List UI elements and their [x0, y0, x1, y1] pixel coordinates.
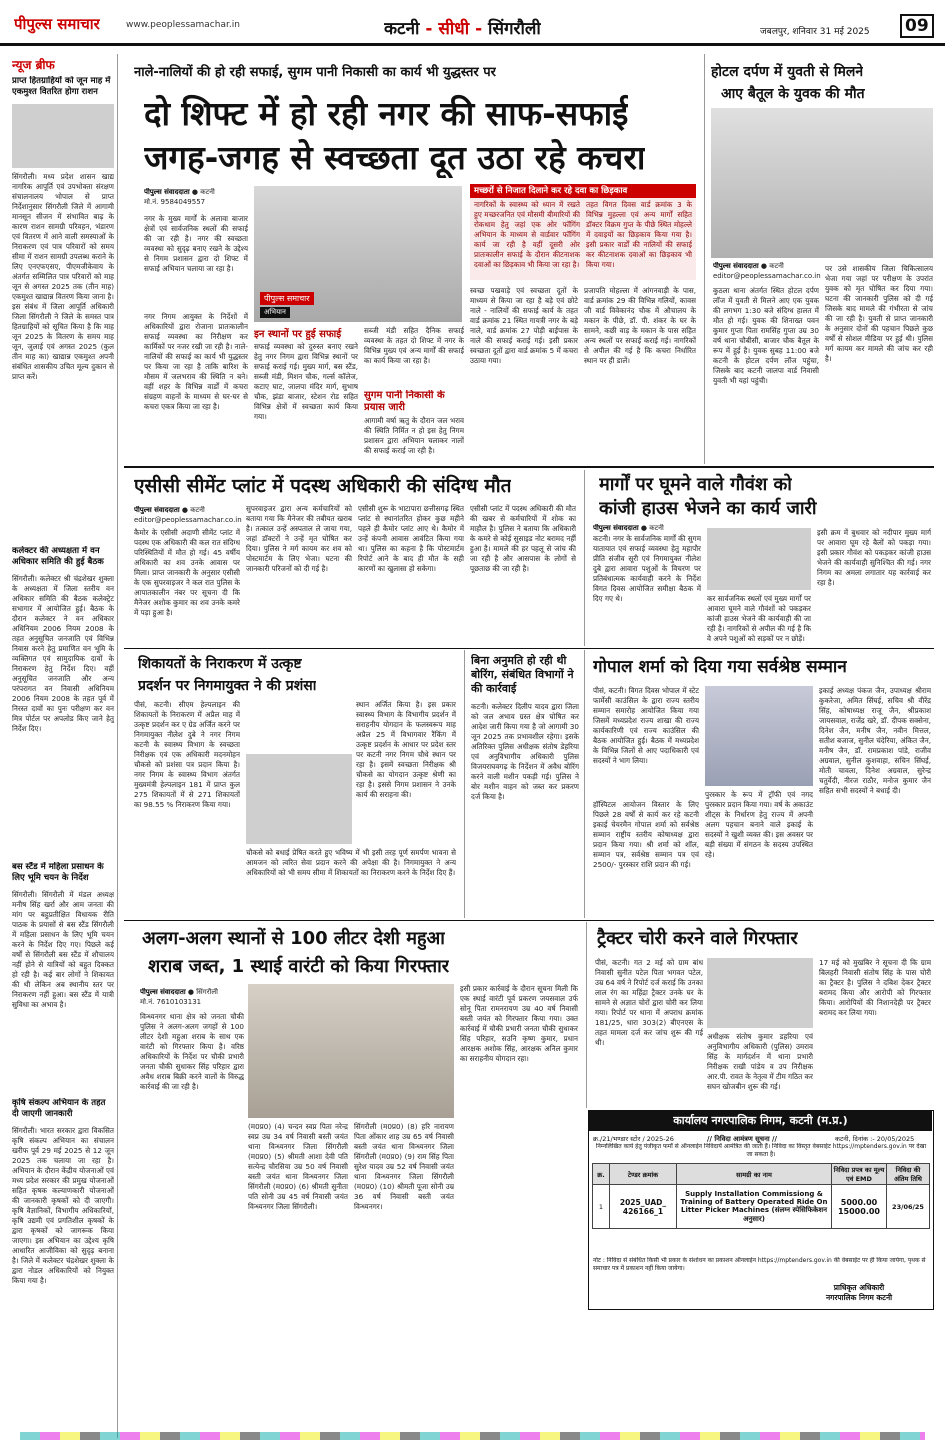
liquor-headline-2: शराब जब्त, 1 स्थाई वारंटी को किया गिरफ्तार — [148, 956, 450, 977]
gopal-story — [584, 650, 934, 918]
tender-signatory — [789, 1283, 929, 1303]
lead-mobile: मो.नं. 9584049557 — [144, 198, 206, 206]
brief-body-4: सिंगरौली। भारत सरकार द्वारा विकसित कृषि संकल्प अभियान का संचालन खरीफ पूर्व 29 मई 2025 से 12 जून 2025 तक चलाया जा रहा है। अभियान के दौरान केंद्रीय योजनाओं एवं मध्य प्रदेश सरकार की प्रमुख योजनाओं सहित कृषक कल्याणकारी योजनाओं की जानकारी कृषकों को दी जाएगी। कृषि वैज्ञानिकों, विभागीय अधिकारियों, कृषि उद्यमी एवं प्रगतिशील कृषकों के द्वारा कृषकों को जागरूक किया जाएगा। इस अभियान का उद्देश्य कृषि आधारित आजीविका को सुदृढ़ बनाना है। जिले में कलेक्टर चंद्रशेखर शुक्ला के द्वारा नोडल अधिकारियों को नियुक्त किया गया है। — [12, 1126, 114, 1285]
gopal-col1: पीसं, कटनी। विगत दिवस भोपाल में स्टेट फार्मेसी काउंसिल के द्वारा राज्य स्तरीय सम्मान समारोह आयोजित किया गया जिसमें मध्यप्रदेश राज्य शाखा की राज्य कार्यकारिणी एवं राज्य काउंसिल की बैठक आयोजित हुई। बैठक में मध्यप्रदेश के विभिन्न जिलों से आए पदाधिकारी एवं सदस्यों ने भाग लिया। — [593, 686, 699, 765]
tractor-headline: ट्रैक्टर चोरी करने वाले गिरफ्तार — [597, 928, 798, 949]
lead-headline-1: दो शिफ्ट में हो रही नगर की साफ-सफाई — [144, 94, 629, 133]
hotel-photo — [711, 108, 933, 258]
praise-col2: स्थान अर्जित किया है। इस प्रकार स्वास्थ्य विभाग के विभागीय प्रदर्शन में सराहनीय योगदान के फलस्वरूप माह अप्रैल 25 में विभागवार रैंकिंग में उत्कृष्ट प्रदर्शन के आधार पर प्रदेश स्तर पर कटनी नगर निगम चौथे स्थान पर रहा है। इसमें स्वच्छता निरीक्षक श्री चौकसे का योगदान उत्कृष्ट श्रेणी का रहा है। इससे निगम प्रशासन ने उनके कार्य की सराहना की। — [356, 700, 456, 799]
acc-col2: सुपरवाइजर द्वारा अन्य कर्मचारियों को बताया गया कि मैनेजर की तबीयत खराब है। तत्काल उन्हें अस्पताल ले जाया गया, जहां डॉक्टरों ने उन्हें मृत घोषित कर दिया। पुलिस ने मर्ग कायम कर शव को पोस्टमार्टम के लिए भेजा। घटना की जानकारी परिजनों को दी गई है। — [246, 504, 352, 573]
lead-sub-2: सुगम पानी निकासी के प्रयास जारी — [364, 390, 445, 413]
lead-kicker: नाले-नालियों की हो रही सफाई, सुगम पानी निकासी का कार्य भी युद्धस्तर पर — [134, 65, 496, 80]
tractor-story — [586, 922, 934, 1108]
boring-story — [464, 650, 580, 918]
news-brief-label: न्यूज ब्रीफ — [12, 58, 55, 72]
cattle-col2: कर सार्वजनिक स्थलों एवं मुख्य मार्गों पर आवारा घूमने वाले गौवंशों को पकड़कर कांजी हाउस भेजने की कार्यवाही की जा रही है। नागरिकों से अपील की गई है कि वे अपने पशुओं को सड़कों पर न छोड़ें। — [707, 594, 811, 643]
praise-headline-1: शिकायतों के निराकरण में उत्कृष्ट — [138, 656, 302, 672]
liquor-byline-place: सिंगरौली — [196, 988, 218, 996]
brief-title-4: कृषि संकल्प अभियान के तहत दी जाएगी जानकारी — [12, 1098, 106, 1119]
tender-table — [592, 1163, 930, 1229]
praise-photo — [246, 754, 352, 844]
tender-signatory-title: प्राधिकृत अधिकारी — [833, 1283, 885, 1292]
liquor-col3: सिंगरौली (म0प्र0) (8) हरि नारायण पिता ओंकार शाह उम्र 65 वर्ष निवासी बस्ती जयंत थाना विन्ध्यनगर जिला सिंगरौली (म0प्र0) (9) राम सिंह पिता सुरेश यादव उम्र 52 वर्ष निवासी जयंत थाना विन्ध्यनगर जिला सिंगरौली (म0प्र0) (10) श्रीमती पूजा सोनी उम्र 36 वर्ष निवासी बस्ती जयंत विन्ध्यनगर। — [354, 1122, 454, 1211]
tender-fee-emd — [832, 1185, 887, 1229]
tender-item: Supply Installation Commissiong & Training of Battery Operated Ride On Litter Picker Machines (संलग्न स्पेसिफिकेशन अनुसार) — [677, 1185, 832, 1229]
brief-body-2: सिंगरौली। कलेक्टर श्री चंद्रशेखर शुक्ला के अध्यक्षता में जिला स्तरीय वन अधिकार समिति की बैठक कलेक्ट्रेट सभागार में आयोजित हुई। बैठक के दौरान कलेक्टर ने वन अधिकार अधिनियम 2006 नियम 2008 के तहत अनुसूचित जनजाति एवं विभिन्न निवास करने हेतु प्रमाणित वन भूमि के व्यक्तिगत एवं सामुदायिक दावों के निराकरण हेतु निर्देश दिए। वहीं अनुसूचित जनजाति और अन्य परंपरागत वन निवासी अधिनियम 2006 नियम 2008 के तहत पूर्व में निरस्त दावों का पुनः परीक्षण कर वन मित्र पोर्टल पर अपलोड किए जाने हेतु निर्देश दिए। — [12, 574, 114, 733]
liquor-photo — [248, 984, 454, 1118]
tender-col-header: टेण्डर क्रमांक — [610, 1164, 677, 1185]
acc-col3: एसीसी शुरू के भाटापारा छत्तीसगढ़ स्थित प्लांट से स्थानांतरित होकर कुछ महीने पहले ही कैमोर प्लांट आए थे। कैमोर में उन्हें कंपनी आवास आवंटित किया गया था। पुलिस का कहना है कि पोस्टमार्टम रिपोर्ट आने के बाद ही मौत के सही कारणों का खुलासा हो सकेगा। — [358, 504, 464, 573]
praise-story — [124, 650, 460, 918]
praise-headline-2: प्रदर्शन पर निगमायुक्त ने की प्रशंसा — [138, 678, 317, 694]
lead-photo-tag — [260, 292, 314, 305]
dateline: जबलपुर, शनिवार 31 मई 2025 — [760, 27, 870, 37]
site-url: www.peoplessamachar.in — [126, 20, 240, 30]
praise-col1: पीसं, कटनी। सीएम हेल्पलाइन की शिकायतों के निराकरण में अप्रैल माह में उत्कृष्ट प्रदर्शन कर ए ग्रेड अर्जित करने पर निगमायुक्त नीलेश दुबे ने नगर निगम कटनी के स्वास्थ्य विभाग के स्वच्छता निरीक्षक एवं एक अधिकारी मदनमोहन चौकसे को प्रशंसा पत्र प्रदान किया है। नगर निगम के स्वास्थ्य विभाग अंतर्गत मुख्यमंत्री हेल्पलाइन 181 में प्राप्त कुल 275 शिकायतों में से 271 शिकायतों का 98.55 % निराकरण किया गया। — [134, 700, 240, 809]
acc-byline: पीपुल्स संवाददाता ● कटनी — [134, 506, 205, 514]
acc-col4: एसीसी प्लांट में पदस्थ अधिकारी की मौत की खबर से कर्मचारियों में शोक का माहौल है। पुलिस ने बताया कि अधिकारी के कमरे से कोई सुसाइड नोट बरामद नहीं हुआ है। मामले की हर पहलू से जांच की जा रही है और आसपास के लोगों से पूछताछ की जा रही है। — [470, 504, 576, 573]
cattle-story — [584, 470, 934, 646]
lead-col5: प्रजापति मोहल्ला में आंगनवाड़ी के पास, वार्ड क्रमांक 29 की विभिन्न गलियों, कावस जी वार्ड विवेकानंद चौक में औचालय के मकान के पीछे, डॉ. पी. शंकर के घर के सामने, कछी वाड़ के मकान के पास सहित अन्य स्थलों पर सफाई कराई गई। नागरिकों से अपील की गई है कि कचरा निर्धारित स्थान पर ही डालें। — [584, 286, 696, 365]
hotel-col1: कुठला थाना अंतर्गत स्थित होटल दर्पण लॉज में युवती से मिलने आए एक युवक की लगभग 1:30 बजे संदिग्ध हालत में मौत हो गई। युवक की शिनाख्त पवन कुमार गुप्ता पिता रामसिंह गुप्ता उम्र 30 वर्ष थाना चौबीसी, बाजार चौक बैतूल के रूप में हुई है। युवक सुबह 11:00 बजे कटनी के होटल दर्पण लॉज पहुंचा, जिसके बाद कटनी जालपा वार्ड निवासी युवती भी यहां पहुंची। — [713, 286, 819, 385]
lead-inset-left: नागरिकों के स्वास्थ्य को ध्यान में रखते हुए मच्छरजनित एवं मौसमी बीमारियों की रोकथाम हेतु जहां एक ओर फॉगिंग अभियान के माध्यम से वार्डवार फॉगिंग कार्य जा रही है वहीं दूसरी ओर प्रातःकालीन सफाई के दौरान कीटनाशक दवाओं का छिड़काव भी किया जा रहा है। — [474, 200, 580, 269]
lead-col4: स्वच्छ पखवाड़े एवं स्वच्छता दूतों के माध्यम से किया जा रहा है बड़े एवं छोटे नाले - नालियों की सफाई कार्य के तहत वार्ड क्रमांक 21 स्थित गायत्री नगर के बड़े नाले, वार्ड क्रमांक 27 पोड़ी बाईपास के नाले की सफाई कराई गई। इसी प्रकार स्वच्छता दूतों द्वारा वार्ड क्रमांक 5 में कचरा उठाया गया। — [470, 286, 578, 365]
boring-headline: बिना अनुमति हो रही थी बोरिंग, संबंधित विभागों ने की कार्रवाई — [471, 654, 574, 695]
hotel-story — [704, 54, 934, 464]
liquor-col2: (म0प्र0) (4) चन्दन स्वप्न पिता नरेन्द्र स्वप्न उम्र 34 वर्ष निवासी बस्ती जयंत थाना विन्ध्यनगर जिला सिंगरौली (म0प्र0) (5) श्रीमती आशा देवी पति सत्येन्द्र चौरसिया उम्र 50 वर्ष निवासी बस्ती जयंत थाना विन्ध्यनगर जिला सिंगरौली (म0प्र0) (6) श्रीमती सुनीता पति सोनी उम्र 45 वर्ष निवासी जयंत विन्ध्यनगर जिला सिंगरौली। — [248, 1122, 348, 1211]
hotel-email: editor@peoplessamachar.co.in — [713, 272, 821, 280]
hotel-byline: पीपुल्स संवाददाता ● कटनी — [713, 262, 784, 270]
lead-inset-head: मच्छरों से निजात दिलाने कर रहे दवा का छिड़काव — [470, 184, 696, 198]
tender-col-header: सामग्री का नाम — [677, 1164, 832, 1185]
cattle-col3: इसी क्रम में बुधवार को नदीपार मुख्य मार्ग पर आवारा घूम रहे बैलों को पकड़ा गया। इसी प्रकार गौवंश को पकड़कर कांजी हाउस भेजने की कार्यवाही सुनिश्चित की गई। नगर निगम का अमला लगातार यह कार्रवाई कर रहा है। — [817, 528, 931, 587]
liquor-story — [124, 922, 582, 1438]
registration-strip — [20, 1432, 925, 1440]
cattle-byline-name: पीपुल्स संवाददाता — [593, 524, 639, 532]
cattle-byline: पीपुल्स संवाददाता ● कटनी — [593, 524, 664, 532]
lead-col1: नगर के मुख्य मार्गों के अलावा बाजार क्षेत्रों एवं सार्वजनिक स्थलों की सफाई की जा रही है। नगर की स्वच्छता व्यवस्था को सुदृढ़ बनाए रखने के उद्देश्य से निगम प्रशासन द्वारा दो शिफ्ट में सफाई अभियान चलाया जा रहा है। — [144, 214, 248, 273]
brief-body-1: सिंगरौली। मध्य प्रदेश शासन खाद्य नागरिक आपूर्ति एवं उपभोक्ता संरक्षण संचालनालय भोपाल से प्राप्त निर्देशानुसार सिंगरौली जिले में आगामी मानसून सीजन में संभावित बाढ़ के कारण राशन सामग्री परिवहन, भंडारण एवं वितरण में आने वाली समस्याओं के निराकरण एवं पात्र परिवारों को समय सीमा में राशन सामग्री उपलब्ध कराने के लिए एनएफएसए, पीएमजीकेवाय के अंतर्गत सम्मिलित पात्र परिवारों को माह जून से अगस्त 2025 तक (तीन माह) एकमुश्त खाद्यान्न वितरण किया जाना है। इस संबंध में जिला आपूर्ति अधिकारी जिला सिंगरौली ने जिले के समस्त पात्र हितग्राहियों को सूचित किया है कि माह जून 2025 के वितरण के समय माह जून, जुलाई एवं अगस्त 2025 (कुल तीन माह का) खाद्यान्न एकमुश्त अपनी संबंधित शासकीय उचित मूल्य दुकान से प्राप्त करें। — [12, 172, 114, 381]
tractor-caption: अधीक्षक संतोष कुमार डहरिया एवं अनुविभागीय अधिकारी (पुलिस) उमराव सिंह के मार्गदर्शन में थाना प्रभारी निरीक्षक राखी पांडेय व उप निरीक्षक आर.पी. रावत के नेतृत्व में टीम गठित कर सघन खोजबीन शुरू की गई। — [707, 1032, 813, 1091]
page-number: 09 — [900, 14, 934, 38]
cattle-headline-2: कांजी हाउस भेजने का कार्य जारी — [599, 498, 817, 519]
divider — [124, 466, 934, 468]
tender-signatory-office: नगरपालिक निगम कटनी — [825, 1293, 893, 1302]
lead-col3: सब्जी मंडी सहित दैनिक सफाई व्यवस्था के तहत दो शिफ्ट में नगर के विभिन्न मुख्य एवं अन्य मार्गों की सफाई का कार्य किया जा रहा है। — [364, 326, 464, 365]
section-singrauli: सिंगरौली — [488, 19, 541, 39]
gopal-headline: गोपाल शर्मा को दिया गया सर्वश्रेष्ठ सम्मान — [593, 657, 847, 677]
cattle-col1: कटनी। नगर के सार्वजनिक मार्गों की सुगम यातायात एवं सफाई व्यवस्था हेतु महापौर प्रीति संजीव सूरी एवं निगमायुक्त नीलेश दुबे द्वारा आवारा पशुओं के विचरण पर प्रतिबंधात्मक कार्यवाही करने के निर्देश विगत दिवस आयोजित समीक्षा बैठक में दिए गए थे। — [593, 534, 701, 603]
liquor-mobile: मो.नं. 7610103131 — [140, 998, 202, 1006]
divider — [124, 920, 934, 921]
acc-story — [124, 470, 580, 646]
tractor-photo — [707, 958, 813, 1028]
tractor-col1: पीसं, कटनी। गत 2 मई को ग्राम बांध निवासी सुनीत पटेल पिता भगवत पटेल, उम्र 64 वर्ष ने रिपोर्ट दर्ज कराई कि उनका लाल रंग का महिंद्रा ट्रैक्टर उनके घर के सामने से अज्ञात चोरों द्वारा चोरी कर लिया गया। रिपोर्ट पर थाना में अपराध क्रमांक 181/25, धारा 303(2) बीएनएस के तहत मामला दर्ज कर जांच शुरू की गई थी। — [595, 958, 703, 1047]
hotel-col2: पर उसे शासकीय जिला चिकित्सालय भेजा गया जहां पर परीक्षण के उपरांत युवक को मृत घोषित कर दिया गया। घटना की जानकारी पुलिस को दी गई जिसके बाद मामले की गंभीरता से जांच की जा रही है। युवती से प्राप्त जानकारी के अनुसार दोनों की पहचान पिछले कुछ वर्षों से सोशल मीडिया पर हुई थी। पुलिस मर्ग कायम कर मामले की जांच कर रही है। — [825, 264, 933, 363]
lead-inset-right: तहत विगत दिवस वार्ड क्रमांक 3 के विभिन्न मुहल्ला एवं अन्य मार्गों सहित डॉक्टर विक्रम गुप्त के पीछे स्थित मोहल्ले में दवाइयों का छिड़काव किया गया है। इसी प्रकार वार्डों की नालियों की सफाई कर कीटनाशक दवाओं का छिड़काव भी किया गया। — [586, 200, 692, 269]
hotel-byline-place: कटनी — [769, 262, 784, 270]
lead-photo — [254, 186, 462, 322]
liquor-byline: पीपुल्स संवाददाता ● सिंगरौली — [140, 988, 218, 996]
boring-col1: कटनी। कलेक्टर दिलीप यादव द्वारा जिला को जल अभाव ग्रस्त क्षेत्र घोषित कर आदेश जारी किया गया है जो आगामी 30 जून 2025 तक प्रभावशील रहेगा। इसके अतिरिक्त पुलिस अधीक्षक संतोष डेहरिया एवं अनुविभागीय अधिकारी पुलिस विजयराघवगढ़ के निर्देशन में अवैध बोरिंग करने वाली मशीन पकड़ी गई। पुलिस ने बोर मशीन वाहन को जब्त कर प्रकरण दर्ज किया है। — [471, 702, 579, 801]
brief-title-3: बस स्टैंड में महिला प्रसाधन के लिए भूमि चयन के निर्देश — [12, 862, 104, 883]
lead-col3b: आगामी वर्षा ऋतु के दौरान जल भराव की स्थिति निर्मित न हो इस हेतु निगम प्रशासन द्वारा अभियान चलाकर नालों की सफाई कराई जा रही है। — [364, 416, 464, 455]
divider — [124, 648, 934, 649]
section-tags: कटनी - सीधी - सिंगरौली — [384, 19, 541, 39]
liquor-col1: विन्ध्यनगर थाना क्षेत्र को जनता चौकी पुलिस ने अलग-अलग जगहों से 100 लीटर देशी महुआ शराब के साथ एक वारंटी को गिरफ्तार किया है। वरिष्ठ अधिकारियों के निर्देश पर चौकी प्रभारी जनता चौकी सुधाकर सिंह परिहार द्वारा अवैध शराब बिक्री करने वालों के विरुद्ध कार्रवाई की जा रही है। — [140, 1012, 244, 1091]
tender-last-date: 23/06/25 — [887, 1185, 930, 1229]
brief-photo-1 — [12, 104, 114, 168]
praise-col3: चौकसे को बधाई प्रेषित करते हुए भविष्य में भी इसी तरह पूर्ण समर्पण भावना से आमजन को त्वरित सेवा प्रदान करने की अपेक्षा की है। निगमायुक्त ने अन्य अधिकारियों को भी समय सीमा में शिकायतों का निराकरण करने के निर्देश दिए हैं। — [246, 848, 456, 877]
lead-sub-1: इन स्थानों पर हुई सफाई — [254, 329, 342, 340]
acc-col1: कैमोर के एसीसी अदाणी सीमेंट प्लांट में पदस्थ एक अधिकारी की कल रात संदिग्ध परिस्थितियों में मौत हो गई। 45 वर्षीय अधिकारी का शव उनके आवास पर मिला। प्राप्त जानकारी के अनुसार एसीसी के एक सुपरवाइजर ने कल रात पुलिस के आपातकालीन नंबर पर सूचना दी कि मैनेजर अशोक कुमार का शव उनके कमरे में पड़ा हुआ है। — [134, 528, 240, 617]
tender-note: नोट : निविदा से संबंधित किसी भी प्रकार के संशोधन का प्रकाशन ऑनलाईन https://mptenders.gov.in की वेबसाईट पर ही किया जायेगा, पृथक से समाचार पत्र में प्रकाशन नहीं किया जायेगा। — [593, 1257, 926, 1272]
tender-sno: 1 — [593, 1185, 610, 1229]
lead-story — [124, 54, 698, 464]
lead-byline: पीपुल्स संवाददाता ● कटनी — [144, 188, 215, 196]
tender-date: कटनी, दिनांक :- 20/05/2025 — [835, 1135, 915, 1143]
brief-body-3: सिंगरौली। सिंगरौली में मंडल अध्यक्ष मनीष सिंह खर्रा और आम जनता की मांग पर बहुप्रतीक्षित विधायक रीति पाठक के प्रयासों से बस स्टैंड सिंगरौली में महिला प्रसाधन के लिए भूमि चयन करने के निर्देश दिए गए। पिछले कई वर्षों से सिंगरौली बस स्टैंड में शौचालय नहीं होने से यात्रियों को बहुत दिक्कत हो रही है। कई बार लोगों ने शिकायत की थी लेकिन अब स्थानीय स्तर पर निराकरण नहीं हुआ। बस स्टैंड में यात्री सुविधा का अभाव है। — [12, 890, 114, 1009]
lead-col2: सफाई व्यवस्था को दुरुस्त बनाए रखने हेतु नगर निगम द्वारा विभिन्न स्थानों पर सफाई कराई गई। मुख्य मार्ग, बस स्टैंड, सब्जी मंडी, मिशन चौक, गर्ल्स कॉलेज, कटाए घाट, जालपा मंदिर मार्ग, सुभाष चौक, झंडा बाजार, स्टेशन रोड सहित विभिन्न क्षेत्रों में स्वच्छता कार्य किया गया। — [254, 342, 358, 421]
tender-col-header: निविदा प्रपत्र का मूल्य एवं EMD — [832, 1164, 887, 1185]
news-brief-column — [12, 54, 118, 1438]
lead-inset — [470, 184, 696, 280]
lead-photo-campaign: अभियान — [260, 307, 290, 318]
gopal-photo — [705, 686, 813, 786]
brief-title-2: कलेक्टर की अध्यक्षता में वन अधिकार समिति की हुई बैठक — [12, 546, 104, 567]
lead-col1b: नगर निगम आयुक्त के निर्देशों में अधिकारियों द्वारा रोजाना प्रातःकालीन सफाई व्यवस्था का निरीक्षण कर कार्मिकों पर नजर रखी जा रही है। नाले-नालियों की सफाई का कार्य भी युद्धस्तर पर किया जा रहा है ताकि बारिश के मौसम में जलभराव की स्थिति न बने। वहीं शहर के विभिन्न वार्डों में कचरा संग्रहण वाहनों के माध्यम से घर-घर से कचरा एकत्र किया जा रहा है। — [144, 312, 248, 411]
liquor-headline-1: अलग-अलग स्थानों से 100 लीटर देशी महुआ — [142, 928, 445, 949]
tender-intro: निम्नलिखित कार्य हेतु पंजीकृत फर्मों से ऑनलाईन निविदायें आमंत्रित की जाती हैं। निविदा का विस्तृत वेबसाईट https://mptenders.gov.in पर देखा जा सकता है। — [595, 1143, 927, 1158]
tractor-col2: 17 मई को मुखबिर ने सूचना दी कि ग्राम बिलहरी निवासी संतोष सिंह के पास चोरी का ट्रैक्टर है। पुलिस ने दबिश देकर ट्रैक्टर बरामद किया और आरोपी को गिरफ्तार किया। आरोपियों की निशानदेही पर ट्रैक्टर बरामद कर लिया गया। — [819, 958, 931, 1017]
lead-byline-place: कटनी — [200, 188, 215, 196]
tender-id: 2025_UAD_ 426166_1 — [610, 1185, 677, 1229]
section-katni: कटनी — [384, 19, 420, 39]
masthead — [0, 0, 945, 46]
tender-col-header: क्र. — [593, 1164, 610, 1185]
acc-email: editor@peoplessamachar.co.in — [134, 516, 242, 524]
hotel-byline-name: पीपुल्स संवाददाता — [713, 262, 759, 270]
tender-notice-type: // निविदा आमंत्रण सूचना // — [707, 1135, 777, 1143]
acc-headline: एसीसी सीमेंट प्लांट में पदस्थ अधिकारी की संदिग्ध मौत — [134, 475, 512, 497]
tender-emd: 15000.00 — [837, 1206, 880, 1216]
acc-byline-name: पीपुल्स संवाददाता — [134, 506, 180, 514]
hotel-headline-2: आए बैतूल के युवक की मौत — [721, 86, 865, 102]
hotel-headline-1: होटल दर्पण में युवती से मिलने — [711, 64, 864, 80]
liquor-col4: इसी प्रकार कार्रवाई के दौरान सूचना मिली कि एक स्थाई वारंटी पूर्व प्रकरण जयसवाल उर्फ सोनू पिता रामनरायण उम्र 40 वर्ष निवासी बस्ती जयंत को गिरफ्तार किया गया। उक्त कार्रवाई में चौकी प्रभारी जनता चौकी सुधाकर सिंह परिहार, सउनि कृष्ण कुमार, प्रधान आरक्षक अशोक सिंह, आरक्षक अनिल कुमार का सराहनीय योगदान रहा। — [460, 984, 578, 1063]
liquor-byline-name: पीपुल्स संवाददाता — [140, 988, 186, 996]
acc-byline-place: कटनी — [190, 506, 205, 514]
lead-headline-2: जगह-जगह से स्वच्छता दूत उठा रहे कचरा — [144, 138, 646, 177]
tender-notice — [588, 1110, 934, 1310]
cattle-byline-place: कटनी — [649, 524, 664, 532]
brand-logo: पीपुल्स समाचार — [14, 15, 100, 33]
tender-title: कार्यालय नगरपालिक निगम, कटनी (म.प्र.) — [589, 1111, 932, 1131]
tender-fee: 5000.00 — [840, 1197, 878, 1207]
lead-byline-name: पीपुल्स संवाददाता — [144, 188, 190, 196]
section-sidhi: सीधी — [438, 19, 470, 39]
gopal-col2: हॉस्पिटल आयोजन विस्तार के लिए पिछले 28 वर्षों से कार्य कर रहे कटनी इकाई चेयरमैन गोपाल शर्मा को सर्वश्रेष्ठ सम्मान राष्ट्रीय स्तरीय कोषाध्यक्ष द्वारा प्रदान किया गया। श्री शर्मा को शॉल, सम्मान पत्र, सर्वश्रेष्ठ सम्मान पत्र एवं 2500/- पुरस्कार राशि प्रदान की गई। — [593, 800, 699, 869]
tender-col-header: निविदा की अंतिम तिथि — [887, 1164, 930, 1185]
gopal-col4: इकाई अध्यक्ष पंकज जैन, उपाध्यक्ष श्रीराम कुकरेजा, अमित सिंघई, सचिव श्री वीरेंद्र सिंह, कोषाध्यक्ष राजू जैन, श्रीप्रकाश जायसवाल, राजेंद्र खरे, डॉ. दीपक सक्सेना, दिनेश जैन, मनीष जैन, नवीन मित्तल, सतीश बजाज, सुनील चंदेरिया, अंकित जैन, मनीष जैन, डॉ. रामप्रकाश पांडे, राजीव अग्रवाल, सुनील कुशवाहा, सचिन सिंघई, मोती चावला, दिनेश अग्रवाल, सुरेन्द्र चतुर्वेदी, नीरज राठौर, मनोज कुमार जैन सहित सभी सदस्यों ने बधाई दी। — [819, 686, 931, 795]
tender-ref: क्र./21/भण्डार स्टोर / 2025-26 — [593, 1135, 674, 1143]
cattle-headline-1: मार्गों पर घूमने वाले गौवंश को — [599, 474, 792, 495]
table-row — [593, 1185, 930, 1229]
brief-title-1: प्राप्त हितग्राहियों को जून माह में एकमुश्त वितरित होगा राशन — [12, 76, 111, 97]
lead-photo-caption: पीपुल्स समाचार — [264, 294, 310, 303]
gopal-col3: पुरस्कार के रूप में ट्रॉफी एवं नगद पुरस्कार प्रदान किया गया। वर्ष के अकाउंट शीट्स के निर्धारण हेतु राज्य में अपनी अलग पहचान बनाने वाले इकाई के सदस्यों ने खुशी व्यक्त की। इस अवसर पर बड़ी संख्या में संगठन के सदस्य उपस्थित रहे। — [705, 790, 813, 859]
cattle-photo — [707, 528, 811, 590]
